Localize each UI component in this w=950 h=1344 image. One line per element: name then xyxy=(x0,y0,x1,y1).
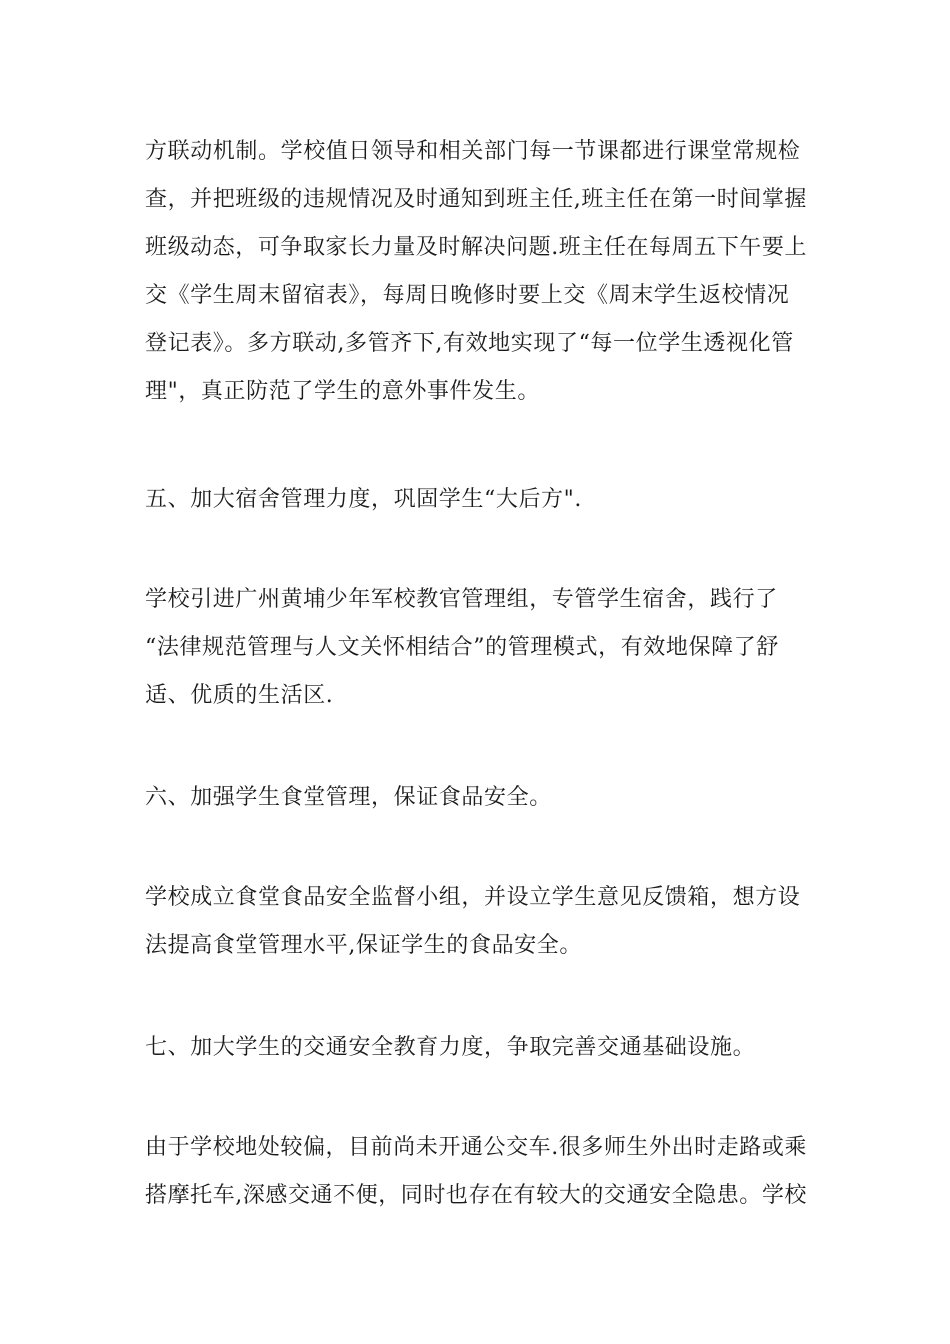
text-line: “法律规范管理与人文关怀相结合”的管理模式，有效地保障了舒 xyxy=(145,635,779,660)
text-line: 搭摩托车,深感交通不便，同时也存在有较大的交通安全隐患。学校 xyxy=(145,1183,807,1208)
section-heading-7: 七、加大学生的交通安全教育力度，争取完善交通基础设施。 xyxy=(145,1035,756,1060)
text-line: 交《学生周末留宿表》，每周日晚修时要上交《周末学生返校情况 xyxy=(145,283,790,308)
text-line: 理"，真正防范了学生的意外事件发生。 xyxy=(145,379,540,404)
text-line: 法提高食堂管理水平,保证学生的食品安全。 xyxy=(145,933,582,958)
text-line: 适、优质的生活区. xyxy=(145,683,334,708)
text-line: 查，并把班级的违规情况及时通知到班主任,班主任在第一时间掌握 xyxy=(145,187,807,212)
text-line: 登记表》。多方联动,多管齐下,有效地实现了“每一位学生透视化管 xyxy=(145,331,794,356)
text-line: 班级动态，可争取家长力量及时解决问题.班主任在每周五下午要上 xyxy=(145,235,807,260)
text-line: 学校引进广州黄埔少年军校教官管理组，专管学生宿舍，践行了 xyxy=(145,587,778,612)
text-line: 学校成立食堂食品安全监督小组，并设立学生意见反馈箱，想方设 xyxy=(145,885,801,910)
section-heading-5: 五、加大宿舍管理力度，巩固学生“大后方". xyxy=(145,487,582,512)
text-line: 由于学校地处较偏，目前尚未开通公交车.很多师生外出时走路或乘 xyxy=(145,1135,807,1160)
text-line: 方联动机制。学校值日领导和相关部门每一节课都进行课堂常规检 xyxy=(145,139,801,164)
section-heading-6: 六、加强学生食堂管理，保证食品安全。 xyxy=(145,785,552,810)
